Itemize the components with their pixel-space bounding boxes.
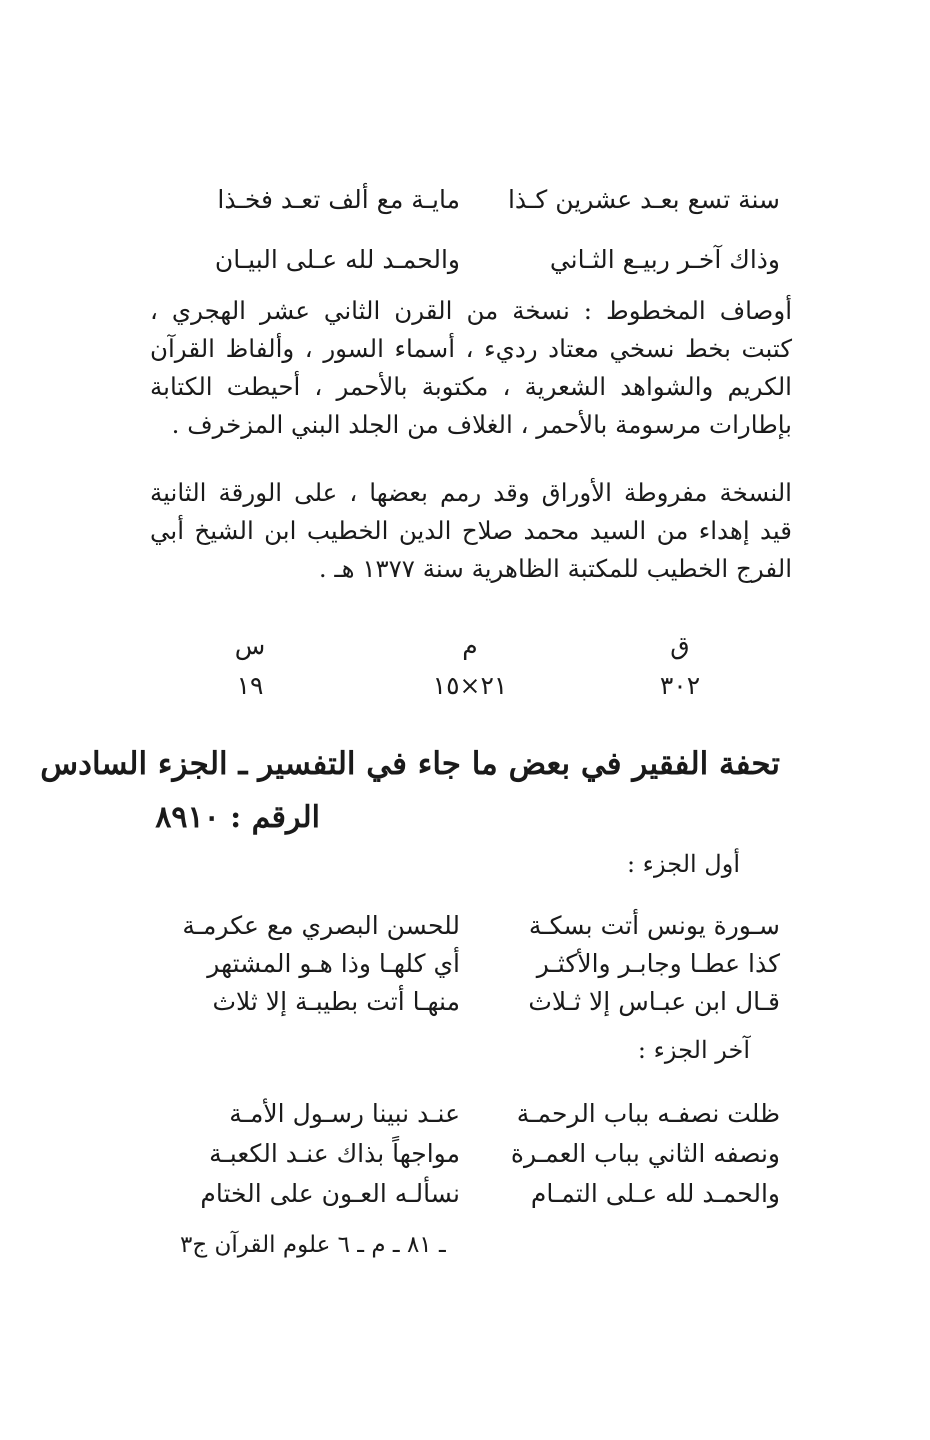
stat-dimensions [400, 626, 540, 706]
verse-hemistich-right: قـال ابن عبـاس إلا ثـلاث [528, 987, 780, 1016]
verse-hemistich-left: منهـا أتت بطيبـة إلا ثلاث [212, 987, 460, 1016]
verse-hemistich-right: وذاك آخـر ربيـع الثـاني [549, 245, 780, 274]
first-part-verse-3 [170, 980, 780, 1024]
verse-hemistich-right: سـورة يونس أتت بسكـة [528, 911, 780, 940]
stat-lines [180, 626, 320, 706]
verse-hemistich-left: مايـة مع ألف تعـد فخـذا [217, 185, 460, 214]
verse-hemistich-left: والحمـد لله عـلى البيـان [214, 245, 460, 274]
catalog-number: الرقم : ٨٩١٠ [155, 800, 320, 835]
page-footer: ـ ٨١ ـ م ـ ٦ علوم القرآن ج٣ [180, 1232, 446, 1258]
entry-title: تحفة الفقير في بعض ما جاء في التفسير ـ الجزء السادس [40, 746, 780, 782]
verse-hemistich-left: للحسن البصري مع عكرمـة [182, 911, 460, 940]
stat-lines-label: س [234, 631, 266, 660]
top-verse-1 [170, 178, 780, 222]
last-part-heading: آخر الجزء : [637, 1036, 750, 1064]
verse-hemistich-left: نسألـه العـون على الختام [200, 1179, 460, 1208]
verse-hemistich-left: مواجهاً بذاك عنـد الكعبـة [209, 1139, 460, 1168]
manuscript-description: أوصاف المخطوط : نسخة من القرن الثاني عشر الهجري ، كتبت بخط نسخي معتاد رديء ، أسماء السور ، وألفاظ القرآن الكريم والشواهد الشعرية ، مكتوبة بالأحمر ، أحيطت الكتابة بإطارات مرسومة بالأحمر ، الغلاف من الجلد البني المزخرف . [150, 296, 792, 439]
verse-hemistich-right: ظلت نصفـه بباب الرحمـة [516, 1099, 780, 1128]
verse-hemistich-right: سنة تسع بعـد عشرين كـذا [507, 185, 780, 214]
stat-dimensions-label: م [462, 631, 478, 660]
stat-lines-value: ١٩ [236, 671, 264, 700]
manuscript-stats [200, 626, 760, 710]
verse-hemistich-left: أي كلهـا وذا هـو المشتهر [207, 949, 460, 978]
first-part-heading: أول الجزء : [626, 850, 740, 878]
stat-leaves-value: ٣٠٢ [659, 671, 701, 700]
top-verse-2 [170, 238, 780, 282]
stat-leaves [610, 626, 750, 706]
last-part-verse-1 [170, 1092, 780, 1136]
verse-hemistich-right: كذا عطـا وجابـر والأكثـر [536, 949, 780, 978]
stat-leaves-label: ق [670, 631, 690, 660]
verse-hemistich-right: ونصفه الثاني بباب العمـرة [510, 1139, 780, 1168]
last-part-verse-2 [170, 1132, 780, 1176]
last-part-verse-3 [170, 1172, 780, 1216]
verse-hemistich-right: والحمـد لله عـلى التمـام [530, 1179, 780, 1208]
manuscript-note: النسخة مفروطة الأوراق وقد رمم بعضها ، على الورقة الثانية قيد إهداء من السيد محمد صلاح الدين الخطيب ابن الشيخ أبي الفرج الخطيب للمكتبة الظاهرية سنة ١٣٧٧ هـ . [150, 478, 792, 583]
verse-hemistich-left: عنـد نبينا رسـول الأمـة [229, 1099, 460, 1128]
stat-dimensions-value: ٢١×١٥ [432, 671, 508, 700]
